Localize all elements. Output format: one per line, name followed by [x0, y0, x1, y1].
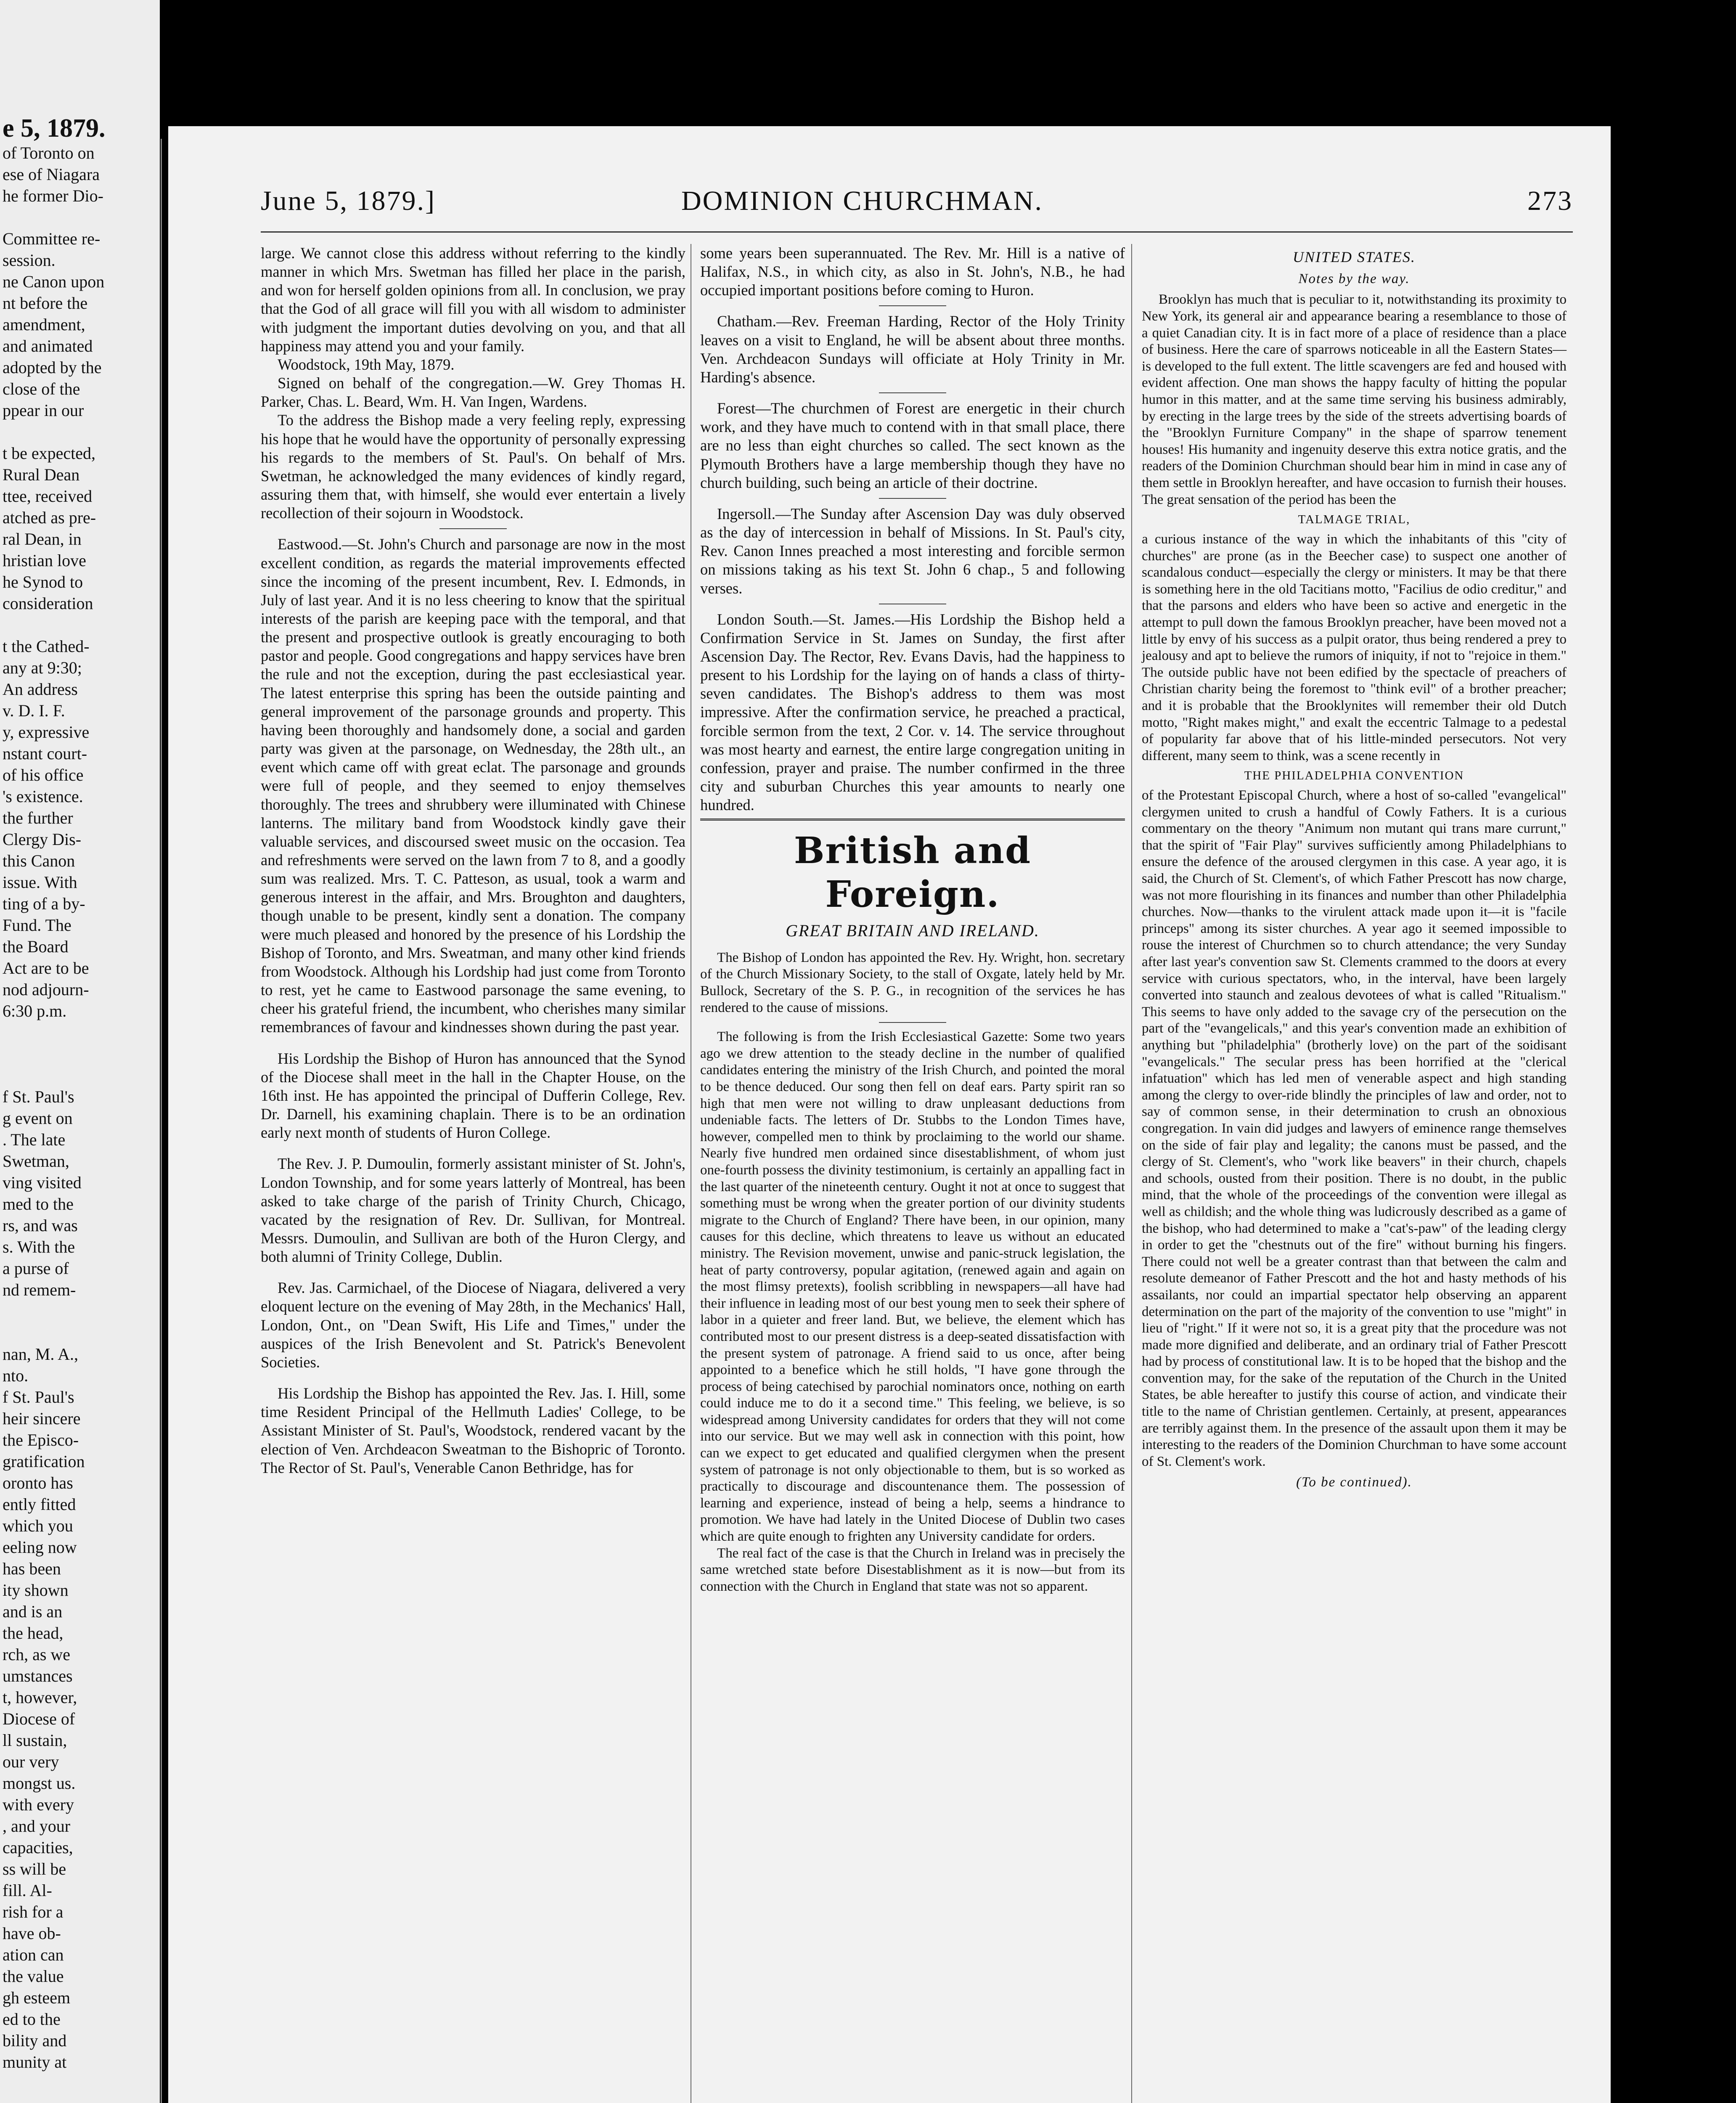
fragment-line: he former Dio- [3, 186, 103, 205]
fragment-line: ed to the [3, 2010, 61, 2029]
article-paragraph: The Rev. J. P. Dumoulin, formerly assistant minister of St. John's, London Township, and for some years latterly of Montreal, has been asked to take charge of the parish of Trinity Church, Chicago, vacated by the resignation of Rev. Dr. Sullivan, for Montreal. Messrs. Dumoulin, and Sullivan are both of the Huron Clergy, and both alumni of Trinity College, Dublin. [261, 1155, 685, 1266]
fragment-line: eeling now [3, 1538, 77, 1557]
fragment-line: bility and [3, 2031, 67, 2050]
fragment-line: s. With the [3, 1237, 75, 1256]
article-paragraph: Woodstock, 19th May, 1879. [278, 355, 455, 373]
fragment-line: v. D. I. F. [3, 701, 65, 720]
fragment-line: Clergy Dis- [3, 830, 82, 849]
article-paragraph: Signed on behalf of the congregation.—W. Grey Thomas H. Parker, Chas. L. Beard, Wm. H. Van Ingen, Wardens. [261, 374, 685, 411]
article-paragraph: Forest—The churchmen of Forest are energetic in their church work, and they have much to contend with in that small place, there are no less than eight churches so called. The sect known as the Plymouth Brothers have a large membership though they have no church building, such being an article of their doctrine. [700, 400, 1125, 491]
fragment-line: our very [3, 1752, 59, 1771]
article-paragraph: Brooklyn has much that is peculiar to it, notwithstanding its proximity to New York, its general air and appearance bearing a resemblance to those of a quiet Canadian city. It is in fact more of a place of residence than a place of business. Here the care of sparrows noticeable in all the Eastern States—is developed to the full extent. The little scavengers are fed and housed with evident affection. One man shows the happy faculty of hitting the popular humor in this matter, and at the same time serving his business admirably, by erecting in the large trees by the side of the streets advertising boards of the "Brooklyn Furniture Company" in the shape of sparrow tenement houses! His humanity and ingenuity deserve this extra notice gratis, and the readers of the Dominion Churchman should bear him in mind in case any of them settle in Brooklyn hereafter, and have occasion to furnish their houses. The great sensation of the period has been the [1142, 292, 1567, 507]
column-1 [261, 244, 685, 1477]
fragment-line: ll sustain, [3, 1731, 67, 1750]
fragment-line: the head, [3, 1624, 64, 1642]
separator-rule [439, 528, 507, 529]
fragment-line: An address [3, 680, 78, 699]
fragment-line: issue. With [3, 873, 77, 892]
fragment-line: he Synod to [3, 572, 83, 591]
section-subheading: GREAT BRITAIN AND IRELAND. [786, 921, 1040, 940]
fragment-line: of his office [3, 765, 84, 784]
article-paragraph: Rev. Jas. Carmichael, of the Diocese of Niagara, delivered a very eloquent lecture on the evening of May 28th, in the Mechanics' Hall, London, Ont., on "Dean Swift, His Life and Times," under the auspices of the Irish Benevolent and St. Patrick's Benevolent Societies. [261, 1279, 685, 1371]
fragment-line: ss will be [3, 1859, 66, 1878]
article-paragraph: a curious instance of the way in which the inhabitants of this "city of churches" are prone (as in the Beecher case) to suspect one another of scandalous conduct—especially the clergy or ministers. It may be that there is something here in the old Tacitians motto, "Facilius de odio creditur," and that the parsons and elders who have been so active and energetic in the attempt to pull down the famous Brooklyn preacher, have been moved not a little by envy of his success as a pulpit orator, thus being rendered a prey to jealousy and apt to believe the rumors of iniquity, if not to "rejoice in them." The outside public have not been edified by the spectacle of preachers of Christian charity being the foremost to "think evil" of a brother preacher; and it is probable that the Brooklynites will remember their old Dutch motto, "Right makes might," and exalt the eccentric Talmage to a pedestal of popularity far above that of his little-minded persecutors. Not very different, many seem to think, was a scene recently in [1142, 531, 1567, 763]
fragment-line: gratification [3, 1452, 85, 1471]
fragment-line: ently fitted [3, 1495, 76, 1514]
fragment-line: ting of a by- [3, 894, 85, 913]
fragment-line: the further [3, 808, 73, 827]
fragment-line: ppear in our [3, 401, 84, 420]
separator-rule [879, 498, 946, 499]
fragment-line: amendment, [3, 315, 85, 334]
article-paragraph: His Lordship the Bishop of Huron has announced that the Synod of the Diocese shall meet in the hall in the Chapter House, on the 16th inst. He has appointed the principal of Dufferin College, Rev. Dr. Darnell, his examining chaplain. There is to be an ordination early next month of students of Huron College. [261, 1049, 685, 1142]
adjacent-page-header: e 5, 1879. [3, 114, 106, 143]
section-heading: UNITED STATES. [1292, 249, 1416, 265]
fragment-line: any at 9:30; [3, 658, 82, 677]
fragment-line: the value [3, 1967, 64, 1986]
fragment-line: ese of Niagara [3, 165, 100, 184]
fragment-line: nod adjourn- [3, 980, 89, 999]
fragment-line: have ob- [3, 1924, 61, 1943]
united-states-body [1142, 291, 1567, 1491]
fragment-line: ral Dean, in [3, 530, 82, 548]
fragment-line: ity shown [3, 1581, 69, 1600]
fragment-line: f St. Paul's [3, 1388, 74, 1406]
fragment-line: the Board [3, 937, 69, 956]
fragment-line: umstances [3, 1666, 73, 1685]
article-paragraph: Eastwood.—St. John's Church and parsonage are now in the most excellent condition, as regards the material improvements effected since the incoming of the present incumbent, Rev. I. Edmonds, in July of last year. And it is no less cheering to know that the spiritual interests of the parish are keeping pace with the temporal, and that the present and prospective outlook is greatly encouraging to both pastor and people. Good congregations and happy services have bren the rule and not the exception, during the past ecclesiastical year. The latest enterprise this spring has been the outside painting and general improvement of the parsonage grounds and property. This having been thoroughly and handsomely done, a social and garden party was given at the parsonage, on Wednesday, the 28th ult., an event which came off with great eclat. The parsonage and grounds were full of people, and they seemed to enjoy themselves thoroughly. The trees and shrubbery were illuminated with Chinese lanterns. The military band from Woodstock kindly gave their valuable services, and discoursed sweet music on the occasion. Tea and refreshments were served on the lawn from 7 to 8, and a goodly sum was realized. Mrs. T. C. Patteson, as usual, took a warm and generous interest in the affair, and Mrs. Broughton and daughters, though unable to be present, kindly sent a donation. The company were much pleased and honored by the presence of his Lordship the Bishop of Toronto, and Mrs. Sweatman, and many other kind friends from Woodstock. Although his Lordship had just come from Toronto to rest, yet he came to Eastwood parsonage the same evening, to cheer his grateful friend, the incumbent, who cherishes many similar remembrances of favour and kindnesses shown during the past year. [261, 535, 685, 1036]
article-paragraph: The following is from the Irish Ecclesiastical Gazette: Some two years ago we drew attention to the steady decline in the number of qualified candidates entering the ministry of the Irish Church, and pointed the moral to be thence deduced. Our song then fell on deaf ears. Party spirit ran so high that men were not willing to draw unpleasant deductions from undeniable facts. The letters of Dr. Stubbs to the London Times have, however, compelled men to think by proclaiming to the world our shame. Nearly five hundred men ordained since disestablishment, of whom just one-fourth possess the divinity testimonium, is certainly an appalling fact in the last quarter of the nineteenth century. Ought it not at once to suggest that something must be wrong when the greater portion of our divinity students migrate to the Church of England? There have been, in our opinion, many causes for this decline, which threatens to leave us without an educated ministry. The Revision movement, unwise and panic-struck legislation, the heat of party controversy, popular agitation, (renewed again and again on the most flimsy pretexts), foolish scribbling in newspapers—all have had their influence in leading most of our best young men to seek their sphere of labor in a quieter and freer land. But, we believe, the element which has contributed most to our present distress is a deep-seated dissatisfaction with the present system of patronage. A friend said to us once, after being appointed to a benefice which he still holds, "I have gone through the process of being catechised by parochial nominators once, nothing on earth could induce me to do it a second time." This feeling, we believe, is so widespread among University candidates for orders that they will not come into our service. But we may well ask in connection with this point, how can we expect to get educated and qualified clergymen when the present system of patronage is not only objectionable to them, but is so worked as practically to discourage and discountenance them. The possession of learning and experience, instead of being a help, seems a hindrance to promotion. We have had lately in the United Diocese of Dublin two cases which are quite enough to frighten any University candidate for orders. [700, 1029, 1125, 1544]
inline-caption: TALMAGE TRIAL, [1298, 513, 1410, 527]
british-foreign-body [700, 950, 1125, 1595]
fragment-line: which you [3, 1516, 73, 1535]
fragment-line: oronto has [3, 1473, 73, 1492]
fragment-line: nan, M. A., [3, 1345, 78, 1364]
fragment-line: nto. [3, 1366, 29, 1385]
article-paragraph: some years been superannuated. The Rev. Mr. Hill is a native of Halifax, N.S., in which city, as also in St. John's, N.B., he had occupied important positions before coming to Huron. [700, 244, 1125, 299]
fragment-line: and animated [3, 336, 93, 355]
issue-date: June 5, 1879.] [261, 185, 436, 216]
fragment-line: Diocese of [3, 1709, 75, 1728]
fragment-line: 6:30 p.m. [3, 1001, 67, 1020]
article-paragraph: His Lordship the Bishop has appointed the Rev. Jas. I. Hill, some time Resident Principal of the Hellmuth Ladies' College, to be Assistant Minister of St. Paul's, Woodstock, rendered vacant by the election of Ven. Archdeacon Sweatman to the Bishopric of Toronto. The Rector of St. Paul's, Venerable Canon Bethridge, has for [261, 1385, 685, 1476]
column-2 [700, 244, 1125, 1595]
fragment-line: Rural Dean [3, 465, 80, 484]
article-paragraph: large. We cannot close this address without referring to the kindly manner in which Mrs. Swetman has filled her place in the parish, and won for herself golden opinions from all. In conclusion, we pray that the God of all grace will fill you with all wisdom to administer with judgment the important duties devolving on you, and that all happiness may attend you and your family. [261, 244, 685, 355]
fragment-line: hristian love [3, 551, 86, 570]
fragment-line: ving visited [3, 1173, 82, 1192]
fragment-line: . The late [3, 1130, 66, 1149]
column-rule [1131, 244, 1132, 2103]
continued-note: (To be continued). [1296, 1475, 1412, 1490]
publication-title: DOMINION CHURCHMAN. [681, 185, 1043, 216]
fragment-line: Committee re- [3, 229, 101, 248]
fragment-line: nt before the [3, 294, 88, 313]
fragment-line: ttee, received [3, 487, 93, 506]
article-paragraph: Ingersoll.—The Sunday after Ascension Day was duly observed as the day of intercession in behalf of Missions. In St. Paul's city, Rev. Canon Innes preached a most interesting and forcible sermon on missions taking as his text St. John 6 chap., 5 and following verses. [700, 505, 1125, 597]
fragment-line: session. [3, 251, 56, 270]
fragment-line: 's existence. [3, 787, 83, 806]
fragment-line: , and your [3, 1817, 71, 1835]
double-rule [700, 818, 1125, 821]
fragment-line: mongst us. [3, 1774, 76, 1793]
inline-caption: THE PHILADELPHIA CONVENTION [1244, 769, 1464, 783]
article-paragraph: of the Protestant Episcopal Church, where a host of so-called "evangelical" clergymen united to crush a handful of Cowly Fathers. It is a curious commentary on the theory "Animum non mutant qui trans mare currunt," that the spirit of "Fair Play" survives sufficiently among Philadelphians to ensure the defence of the aroused clergymen in this case. A year ago, it is said, the Church of St. Clement's, of which Father Prescott has now charge, was not more flourishing in its finances and number than other Philadelphia churches. Now—thanks to the virulent attack made upon it—it is "facile princeps" among its sister churches. A year ago it seemed impossible to rouse the interest of Churchmen so to church attendance; the very Sunday after last year's convention saw St. Clements crammed to the doors at every service with curious spectators, who, in the interval, have been largely converted into staunch and zealous devotees of what is called "Ritualism." This seems to have only added to the savage cry of the persecution on the part of the "evangelicals," and this year's convention made an exhibition of anything but "philadelphia" (brotherly love) on the part of the soidisant "evangelicals." The secular press has been horrified at the "clerical infatuation" which has led men of venerable aspect and high standing among the clergy to over-ride blindly the principles of law and order, not to say of common sense, in their determination to crush an obnoxious congregation. In vain did judges and lawyers of eminence range themselves on the side of fair play and legality; the canons must be passed, and the clergy of St. Clement's, who "work like beavers" in their church, chapels and schools, ousted from their position. There is no doubt, in the public mind, that the whole of the proceedings of the convention were illegal as well as childish; and the whole thing was ludicrously described as a game of the bishop, who had determined to make a "cat's-paw" of the leading clergy in order to get the "chestnuts out of the fire" without burning his fingers. There could not well be a greater contrast than that between the calm and resolute demeanor of Father Prescott and the hot and hasty methods of his assailants, nor could an impartial spectator help observing an apparent determination on the part of the majority of the convention to use "might" in lieu of "right." If it were not so, it is a great pity that the procedure was not made more dignified and deliberate, and an ordinary trial of Father Prescott had by process of constitutional law. It is to be hoped that the bishop and the convention may, for the sake of the reputation of the Church in the United States, be able hereafter to justify this course of action, and vindicate their title to the name of Christian gentlemen. Certainly, at present, appearances are terribly against them. In the presence of the assault upon them it may be interesting to the readers of the Dominion Churchman to have some account of St. Clement's work. [1142, 788, 1567, 1469]
section-subheading: Notes by the way. [1298, 271, 1410, 286]
fragment-line: rish for a [3, 1902, 64, 1921]
fragment-line: ne Canon upon [3, 272, 105, 291]
section-heading: British and Foreign. [794, 829, 1032, 916]
article-paragraph: To the address the Bishop made a very feeling reply, expressing his hope that he would have the opportunity of personally expressing his regards to the members of St. Paul's. On behalf of Mrs. Swetman, he acknowledged the many evidences of kindly regard, assuring them that, with himself, she would ever entertain a lively recollection of their sojourn in Woodstock. [261, 411, 685, 522]
fragment-line: this Canon [3, 851, 75, 870]
fragment-line: capacities, [3, 1838, 73, 1857]
fragment-line: Act are to be [3, 959, 89, 977]
fragment-line: nd remem- [3, 1280, 76, 1299]
fragment-line: g event on [3, 1109, 73, 1128]
column-3 [1142, 244, 1567, 1495]
fragment-line: munity at [3, 2053, 67, 2071]
fragment-line: the Episco- [3, 1430, 79, 1449]
fragment-line: a purse of [3, 1259, 69, 1278]
newspaper-page [168, 126, 1611, 2103]
article-paragraph: London South.—St. James.—His Lordship the Bishop held a Confirmation Service in St. James on Sunday, the first after Ascension Day. The Rector, Rev. Evans Davis, had the happiness to present to his Lordship for the laying on of hands a class of thirty-seven candidates. The Bishop's address to them was most impressive. After the confirmation service, he preached a practical, forcible sermon from the text, 2 Cor. v. 14. The service throughout was most hearty and earnest, the entire large congregation uniting in confession, prayer and praise. The number confirmed in the three city and suburban Churches this year amounts to nearly one hundred. [700, 610, 1125, 814]
adjacent-page-fragment [0, 0, 160, 2103]
fragment-line: gh esteem [3, 1988, 71, 2007]
fragment-line: with every [3, 1795, 74, 1814]
article-paragraph: Chatham.—Rev. Freeman Harding, Rector of the Holy Trinity leaves on a visit to England, he will be absent about three months. Ven. Archdeacon Sundays will officiate at Holy Trinity in Mr. Harding's absence. [700, 313, 1125, 386]
fragment-line: ation can [3, 1945, 64, 1964]
article-paragraph: The Bishop of London has appointed the Rev. Hy. Wright, hon. secretary of the Church Missionary Society, to the stall of Oxgate, lately held by Mr. Bullock, Secretary of the S. P. G., in recognition of the services he has rendered to the cause of missions. [700, 950, 1125, 1015]
british-foreign-heading-block [700, 829, 1125, 941]
fragment-line: rs, and was [3, 1216, 78, 1235]
fragment-line: of Toronto on [3, 143, 95, 162]
fragment-line: Fund. The [3, 916, 71, 935]
fragment-line: fill. Al- [3, 1881, 52, 1900]
page-number: 273 [1527, 185, 1573, 216]
fragment-line: has been [3, 1559, 61, 1578]
fragment-line: close of the [3, 379, 80, 398]
fragment-line: adopted by the [3, 358, 102, 377]
separator-rule [879, 392, 946, 393]
fragment-line: heir sincere [3, 1409, 81, 1428]
fragment-line: y, expressive [3, 723, 90, 742]
article-paragraph: The real fact of the case is that the Church in Ireland was in precisely the same wretched state before Disestablishment as it is now—but from its connection with the Church in England that state was not so apparent. [700, 1545, 1125, 1594]
fragment-line: med to the [3, 1195, 74, 1213]
fragment-line: Swetman, [3, 1152, 69, 1171]
fragment-line: and is an [3, 1602, 63, 1621]
fragment-line: t the Cathed- [3, 637, 90, 656]
fragment-line: f St. Paul's [3, 1087, 74, 1106]
masthead [261, 185, 1573, 236]
fragment-line: t, however, [3, 1688, 77, 1707]
fragment-line: nstant court- [3, 744, 87, 763]
fragment-line: rch, as we [3, 1645, 71, 1664]
fragment-line: t be expected, [3, 444, 95, 463]
gutter-divider [161, 139, 162, 2103]
masthead-rule [261, 231, 1573, 233]
separator-rule [879, 1022, 946, 1023]
separator-rule [879, 305, 946, 306]
fragment-line: consideration [3, 594, 93, 613]
fragment-line: atched as pre- [3, 508, 96, 527]
